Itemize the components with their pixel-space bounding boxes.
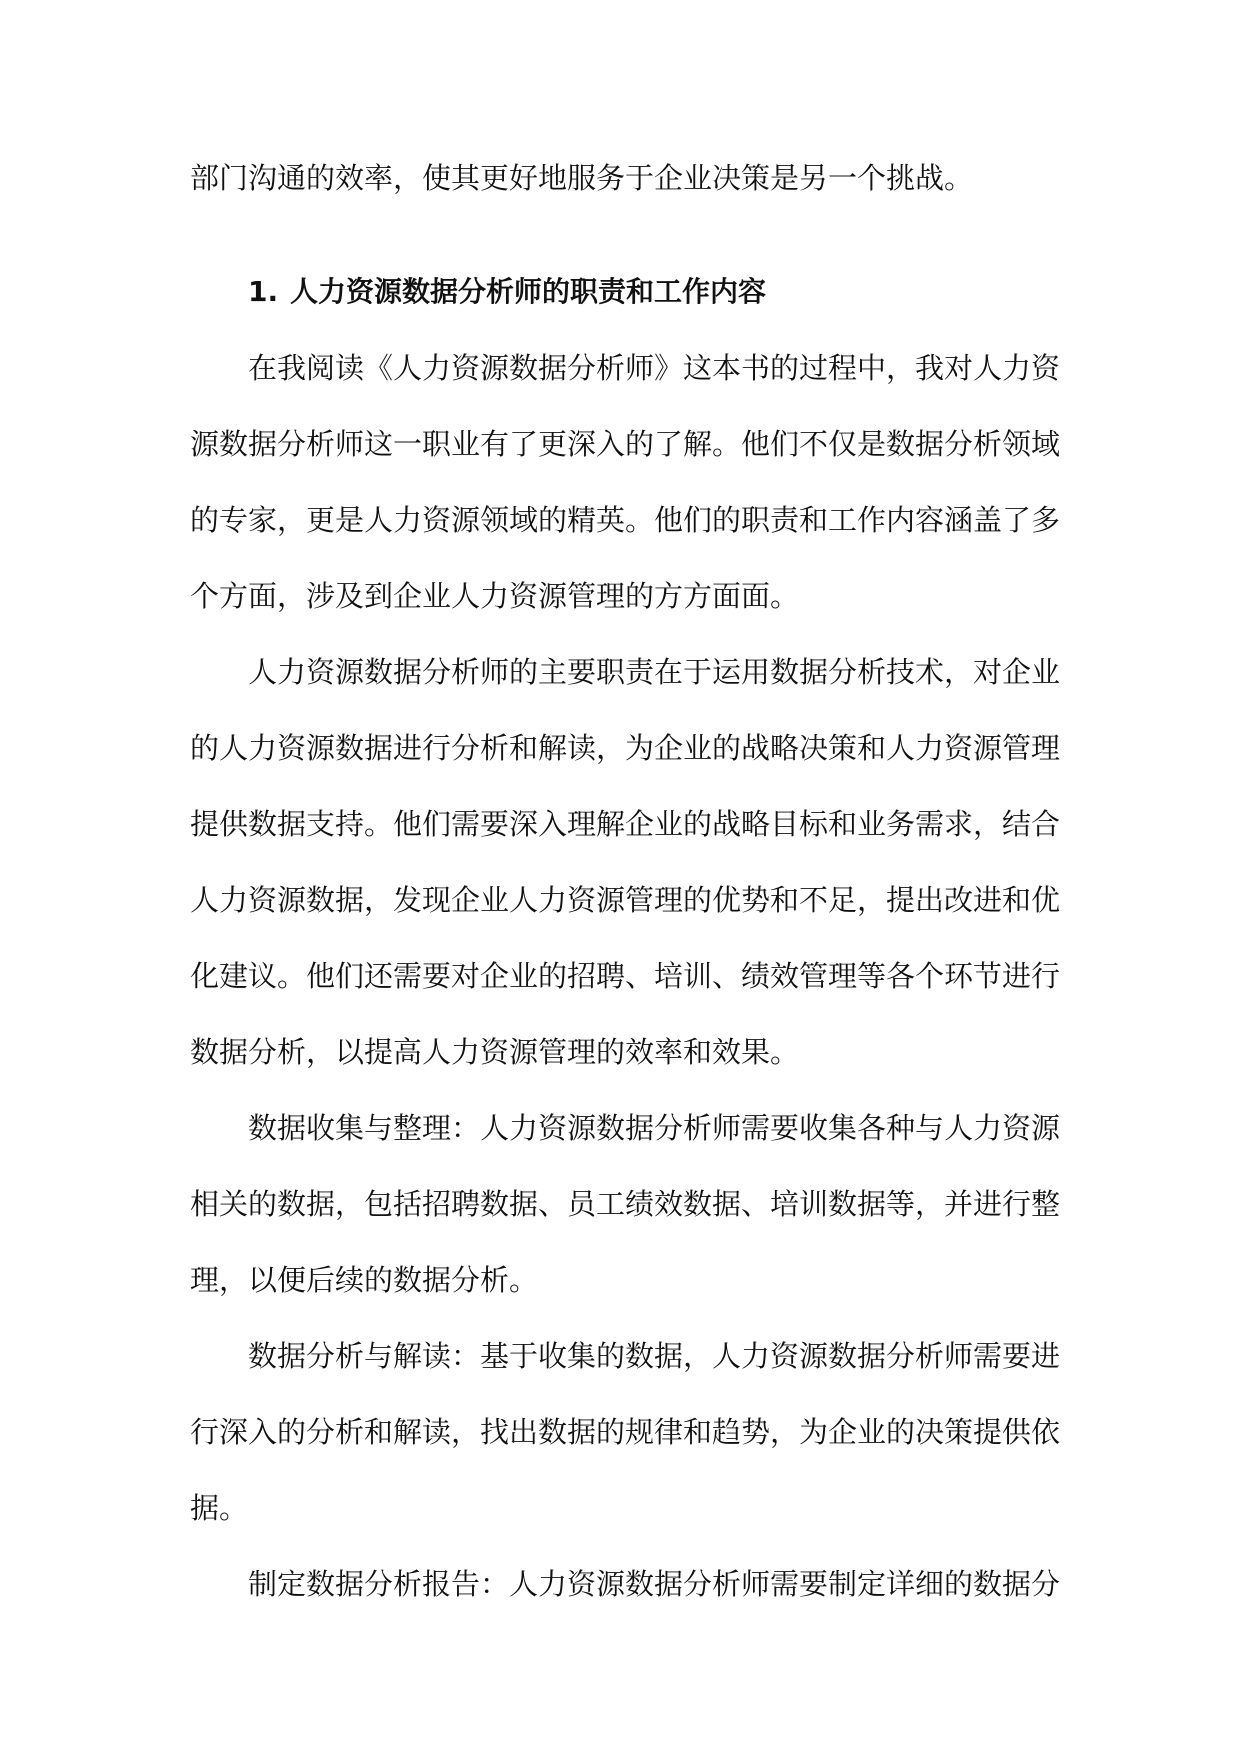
section-number: 1.: [248, 275, 279, 308]
body-paragraph: 数据分析与解读：基于收集的数据，人力资源数据分析师需要进行深入的分析和解读，找出数据的规律和趋势，为企业的决策提供依据。: [190, 1339, 1061, 1525]
body-paragraph: 数据收集与整理：人力资源数据分析师需要收集各种与人力资源相关的数据，包括招聘数据、员工绩效数据、培训数据等，并进行整理，以便后续的数据分析。: [190, 1111, 1061, 1297]
continuation-text: 部门沟通的效率，使其更好地服务于企业决策是另一个挑战。: [190, 161, 974, 195]
section-heading: [190, 254, 1060, 330]
section-title: 人力资源数据分析师的职责和工作内容: [290, 275, 767, 308]
body-paragraph: 人力资源数据分析师的主要职责在于运用数据分析技术，对企业的人力资源数据进行分析和解读，为企业的战略决策和人力资源管理提供数据支持。他们需要深入理解企业的战略目标和业务需求，结合人力资源数据，发现企业人力资源管理的优势和不足，提出改进和优化建议。他们还需要对企业的招聘、培训、绩效管理等各个环节进行数据分析，以提高人力资源管理的效率和效果。: [190, 655, 1061, 1069]
section-gap: [190, 216, 1060, 254]
body-paragraph-truncated: 制定数据分析报告：人力资源数据分析师需要制定详细的数据分: [248, 1567, 1061, 1601]
document-page: [190, 140, 1060, 1622]
body-paragraph: 在我阅读《人力资源数据分析师》这本书的过程中，我对人力资源数据分析师这一职业有了更深入的了解。他们不仅是数据分析领域的专家，更是人力资源领域的精英。他们的职责和工作内容涵盖了多个方面，涉及到企业人力资源管理的方方面面。: [190, 351, 1061, 613]
